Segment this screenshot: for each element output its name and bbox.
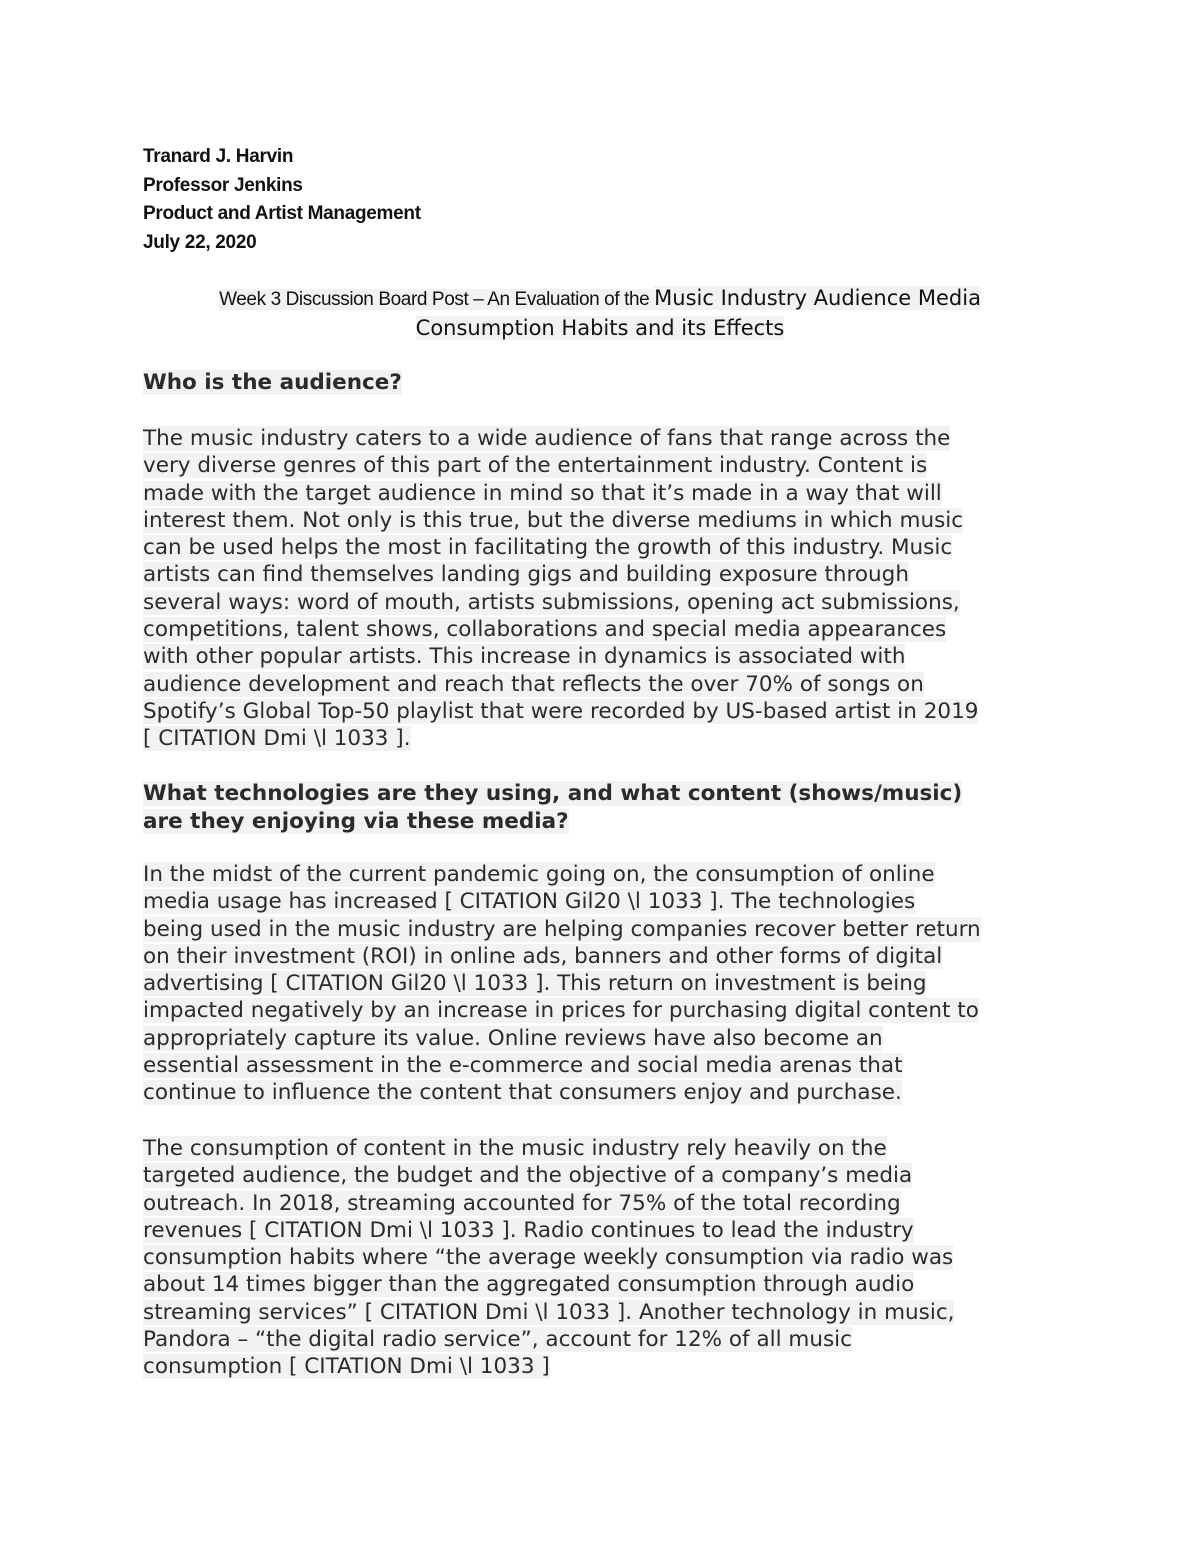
paragraph-line: audience development and reach that reflects the over 70% of songs on xyxy=(143,671,924,697)
professor-name: Professor Jenkins xyxy=(143,174,303,196)
author-name: Tranard J. Harvin xyxy=(143,146,294,167)
section-heading-audience xyxy=(143,369,1063,397)
paragraph-line: consumption [ CITATION Dmi \l 1033 ] xyxy=(143,1354,550,1380)
paragraph-line: artists can find themselves landing gigs and building exposure through xyxy=(143,562,909,588)
section-heading-line: are they enjoying via these media? xyxy=(143,808,569,834)
paragraph-technologies-1 xyxy=(143,861,1063,1107)
paragraph-line: consumption habits where “the average weekly consumption via radio was xyxy=(143,1245,954,1271)
paragraph-line: interest them. Not only is this true, but the diverse mediums in which music xyxy=(143,507,964,533)
paragraph-line: about 14 times bigger than the aggregated consumption through audio xyxy=(143,1272,915,1298)
paragraph-line: impacted negatively by an increase in prices for purchasing digital content to xyxy=(143,998,979,1024)
paragraph-technologies-2 xyxy=(143,1135,1063,1381)
section-heading-line: What technologies are they using, and what content (shows/music) xyxy=(143,781,963,806)
title-main-continued: Consumption Habits and its Effects xyxy=(415,316,785,340)
paragraph-line: Pandora – “the digital radio service”, account for 12% of all music xyxy=(143,1327,852,1353)
paragraph-line: In the midst of the current pandemic going on, the consumption of online xyxy=(143,862,935,887)
paragraph-line: essential assessment in the e-commerce and social media arenas that xyxy=(143,1053,903,1079)
title-line-1 xyxy=(120,284,1080,314)
paragraph-line: streaming services” [ CITATION Dmi \l 1033 ]. Another technology in music, xyxy=(143,1299,955,1325)
section-heading-technologies xyxy=(143,780,1063,835)
paragraph-line: can be used helps the most in facilitating the growth of this industry. Music xyxy=(143,535,953,561)
paragraph-line: continue to influence the content that consumers enjoy and purchase. xyxy=(143,1080,902,1106)
document-header xyxy=(143,143,421,257)
course-name: Product and Artist Management xyxy=(143,203,421,224)
paragraph-line: with other popular artists. This increase in dynamics is associated with xyxy=(143,644,906,670)
paragraph-line: appropriately capture its value. Online reviews have also become an xyxy=(143,1025,883,1051)
paragraph-line: revenues [ CITATION Dmi \l 1033 ]. Radio continues to lead the industry xyxy=(143,1217,914,1243)
paragraph-line: very diverse genres of this part of the entertainment industry. Content is xyxy=(143,453,928,479)
section-heading-text: Who is the audience? xyxy=(143,370,402,395)
paragraph-line: [ CITATION Dmi \l 1033 ]. xyxy=(143,726,411,752)
document-date: July 22, 2020 xyxy=(143,231,257,253)
title-line-2 xyxy=(120,314,1080,343)
paragraph-line: on their investment (ROI) in online ads, banners and other forms of digital xyxy=(143,943,943,969)
paragraph-line: competitions, talent shows, collaborations and special media appearances xyxy=(143,617,947,643)
paragraph-line: media usage has increased [ CITATION Gil20 \l 1033 ]. The technologies xyxy=(143,889,916,915)
title-prefix: Week 3 Discussion Board Post – An Evaluation of the xyxy=(219,289,655,310)
paragraph-line: targeted audience, the budget and the objective of a company’s media xyxy=(143,1163,913,1189)
paragraph-line: Spotify’s Global Top-50 playlist that were recorded by US-based artist in 2019 xyxy=(143,698,979,724)
document-title xyxy=(120,284,1080,343)
paragraph-line: The consumption of content in the music industry rely heavily on the xyxy=(143,1136,887,1161)
paragraph-line: made with the target audience in mind so that it’s made in a way that will xyxy=(143,480,942,506)
paragraph-line: outreach. In 2018, streaming accounted for 75% of the total recording xyxy=(143,1190,901,1216)
paragraph-line: being used in the music industry are helping companies recover better return xyxy=(143,916,981,942)
paragraph-line: several ways: word of mouth, artists submissions, opening act submissions, xyxy=(143,589,960,615)
paragraph-line: advertising [ CITATION Gil20 \l 1033 ]. This return on investment is being xyxy=(143,971,927,997)
paragraph-line: The music industry caters to a wide audience of fans that range across the xyxy=(143,426,951,451)
title-main: Music Industry Audience Media xyxy=(654,286,981,310)
paragraph-audience xyxy=(143,425,1063,753)
